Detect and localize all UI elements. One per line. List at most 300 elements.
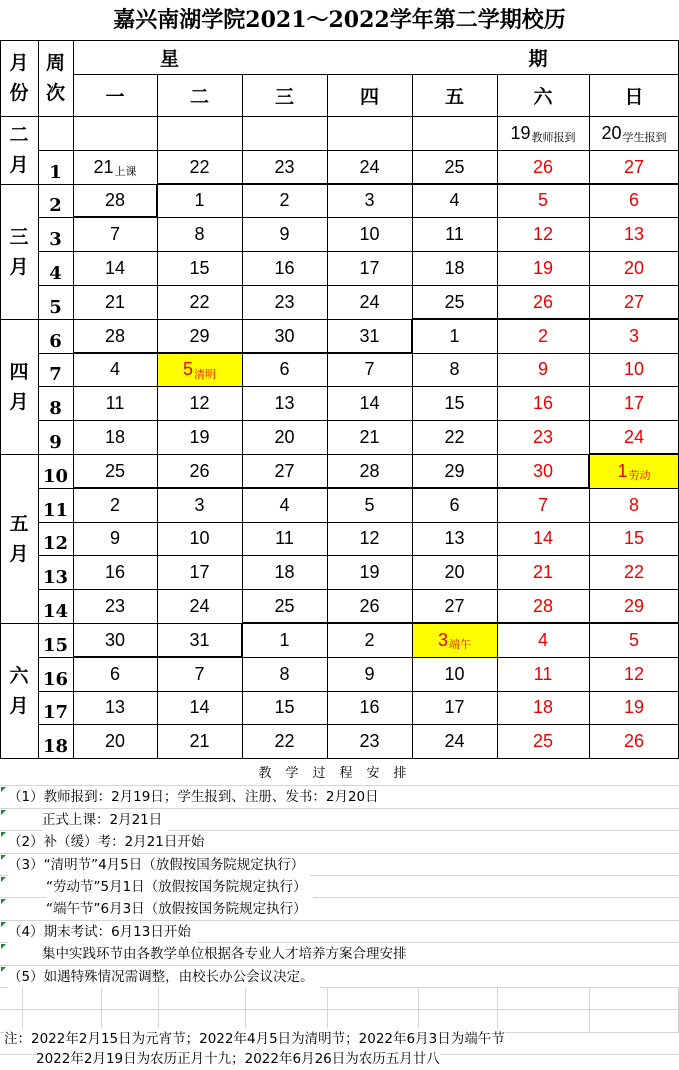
day-number: 16: [104, 561, 126, 582]
day-cell: [242, 657, 327, 691]
month-label-char: 三: [9, 225, 29, 248]
day-number: 13: [274, 392, 295, 413]
week-number: 5: [49, 297, 62, 318]
day-cell: [327, 724, 412, 758]
cell-comment-marker: [1, 877, 6, 882]
row-divider: [38, 251, 73, 252]
week-number: 6: [49, 331, 62, 352]
month-boundary: [73, 352, 412, 354]
day-number: 10: [444, 663, 465, 684]
day-cell: [157, 386, 242, 420]
day-cell: [327, 657, 412, 691]
day-cell: [73, 657, 157, 691]
day-number: 20: [104, 730, 126, 751]
arrangement-item: （1）教师报到：2月19日；学生报到、注册、发书：2月20日: [8, 786, 385, 808]
day-number: 17: [359, 257, 380, 278]
month-divider: [0, 319, 38, 320]
month-label-char: 四: [9, 360, 29, 383]
day-number: 7: [537, 494, 548, 515]
day-number: 22: [623, 561, 645, 582]
month-boundary: [411, 319, 413, 353]
week-number: 1: [49, 162, 62, 183]
row-divider: [73, 522, 679, 523]
column-divider: [73, 40, 74, 758]
day-cell: [327, 319, 412, 353]
row-divider: [73, 285, 679, 286]
month-divider: [0, 116, 38, 117]
day-cell: [327, 454, 412, 488]
arrangement-item: 集中实践环节由各教学单位根据各专业人才培养方案合理安排: [42, 943, 413, 965]
month-label: [0, 116, 38, 184]
day-cell: [497, 454, 589, 488]
week-number: 3: [49, 229, 62, 250]
day-note: 端午: [449, 639, 471, 651]
day-cell: [242, 623, 327, 657]
day-cell: [497, 251, 589, 285]
row-divider: [73, 691, 679, 692]
week-number: 12: [42, 533, 69, 554]
day-number: 18: [104, 426, 126, 447]
day-cell: [327, 217, 412, 251]
day-note: 劳动: [628, 470, 651, 482]
day-cell: [157, 555, 242, 589]
day-number: 20: [274, 426, 295, 447]
day-cell: [73, 522, 157, 555]
cell-comment-marker: [1, 855, 6, 860]
week-number: 13: [42, 567, 69, 588]
day-cell: [73, 623, 157, 657]
day-cell: [157, 454, 242, 488]
day-number: 2: [364, 629, 375, 650]
day-cell: [589, 420, 679, 454]
month-divider: [0, 454, 38, 455]
day-cell: [412, 724, 497, 758]
month-boundary: [156, 184, 158, 217]
day-cell: [589, 217, 679, 251]
day-cell: [157, 623, 242, 657]
calendar-title: 嘉兴南湖学院2021～2022学年第二学期校历: [113, 7, 566, 33]
day-cell: [242, 319, 327, 353]
month-label: [0, 623, 38, 758]
day-cell: [412, 353, 497, 386]
sheet-grid-line: [418, 987, 419, 1032]
day-cell: [73, 217, 157, 251]
day-cell: [412, 184, 497, 217]
day-number: 18: [274, 561, 295, 582]
week-column-header: [38, 40, 73, 116]
day-cell: [497, 217, 589, 251]
day-number: 17: [444, 697, 465, 717]
month-label-char: 五: [9, 512, 29, 535]
day-cell: [589, 251, 679, 285]
day-cell: [589, 285, 679, 319]
day-number: 9: [364, 663, 375, 684]
row-divider: [38, 217, 73, 218]
column-divider: [38, 40, 39, 758]
month-boundary: [73, 487, 589, 489]
month-label-char: 二: [9, 124, 29, 146]
day-number: 24: [623, 426, 645, 447]
column-divider: [412, 74, 413, 758]
cell-comment-marker: [1, 810, 6, 815]
arrangement-item: （4）期末考试：6月13日开始: [8, 921, 197, 943]
arrangement-item: “端午节”6月3日（放假按国务院规定执行）: [46, 898, 313, 920]
week-number: 4: [49, 263, 62, 284]
day-cell: [157, 116, 242, 150]
row-divider: [38, 657, 73, 658]
day-number: 7: [109, 223, 120, 244]
day-number: 16: [532, 392, 554, 413]
day-number: 6: [628, 190, 639, 210]
row-divider: [73, 251, 679, 252]
row-divider: [38, 353, 73, 354]
day-number: 26: [623, 730, 645, 751]
week-number: 14: [42, 601, 69, 622]
day-number: 27: [623, 291, 645, 312]
day-number: 12: [623, 663, 645, 684]
day-cell: [242, 454, 327, 488]
day-cell: [73, 116, 157, 150]
day-number: 30: [532, 460, 554, 481]
cell-comment-marker: [1, 899, 6, 904]
day-cell: [589, 555, 679, 589]
day-number: 22: [189, 156, 210, 177]
row-divider: [38, 488, 73, 489]
day-number: 21: [532, 561, 554, 582]
day-number: 21: [359, 426, 380, 447]
day-number: 17: [189, 561, 210, 582]
month-label-char: 月: [9, 255, 29, 278]
day-cell: [73, 589, 157, 623]
day-number: 10: [623, 359, 645, 379]
day-cell: [242, 488, 327, 522]
day-number: 4: [449, 190, 460, 210]
day-cell: [412, 589, 497, 623]
day-cell: [412, 657, 497, 691]
day-cell: [497, 522, 589, 555]
table-border-top: [0, 40, 679, 41]
month-boundary: [412, 318, 679, 320]
week-number: 8: [49, 398, 62, 419]
day-cell: [242, 251, 327, 285]
day-number: 23: [274, 291, 295, 312]
day-number: 5: [364, 494, 375, 515]
day-cell: [327, 116, 412, 150]
week-column-header-char: 周: [45, 52, 65, 74]
sheet-grid-line: [22, 987, 23, 1032]
row-divider: [38, 623, 73, 624]
week-number: 9: [49, 432, 62, 453]
month-boundary: [242, 622, 679, 624]
row-divider: [73, 150, 679, 151]
day-cell: [157, 150, 242, 184]
day-cell: [589, 488, 679, 522]
day-number: 19: [510, 122, 531, 143]
day-number: 29: [189, 325, 210, 346]
day-number: 3: [364, 190, 375, 210]
day-cell: [497, 319, 589, 353]
cell-comment-marker: [1, 967, 6, 972]
day-cell: [589, 623, 679, 657]
day-number: 27: [274, 460, 295, 481]
day-cell: [327, 623, 412, 657]
day-cell: [412, 217, 497, 251]
day-number: 25: [104, 460, 126, 481]
day-number: 25: [444, 291, 465, 312]
day-cell: [73, 251, 157, 285]
day-cell: [327, 285, 412, 319]
day-number: 25: [444, 156, 465, 177]
day-number: 21: [93, 156, 114, 177]
weekday-header: 五: [444, 85, 464, 108]
day-cell: [589, 184, 679, 217]
day-cell: [242, 420, 327, 454]
day-cell: [73, 319, 157, 353]
day-cell: [242, 285, 327, 319]
day-number: 17: [623, 392, 645, 413]
arrangement-item: （3）“清明节”4月5日（放假按国务院规定执行）: [8, 854, 310, 876]
day-cell: [242, 116, 327, 150]
day-number: 23: [104, 595, 126, 616]
day-number: 2: [537, 325, 548, 346]
day-number: 26: [189, 460, 210, 481]
day-cell: [157, 691, 242, 724]
day-cell: [589, 386, 679, 420]
day-number: 11: [533, 663, 553, 684]
day-number: 18: [444, 257, 465, 278]
header-qi: 期: [528, 47, 548, 70]
day-cell: [412, 454, 497, 488]
month-column-header-char: 月: [9, 52, 29, 74]
day-number: 10: [189, 528, 210, 548]
day-cell: [157, 217, 242, 251]
arrangement-item: （5）如遇特殊情况需调整，由校长办公会议决定。: [8, 966, 320, 988]
day-cell: [73, 488, 157, 522]
week-number: 17: [42, 702, 69, 723]
weekday-header: 二: [189, 85, 209, 108]
month-boundary: [73, 216, 157, 218]
day-number: 23: [532, 426, 554, 447]
day-number: 14: [532, 528, 554, 548]
day-cell: [327, 691, 412, 724]
day-number: 24: [189, 595, 210, 616]
day-number: 6: [279, 359, 290, 379]
arrangement-title: 教学过程安排: [0, 763, 679, 785]
day-cell: [327, 184, 412, 217]
day-number: 18: [532, 697, 554, 717]
day-cell: [327, 353, 412, 386]
day-cell: [497, 184, 589, 217]
sheet-grid-line: [245, 987, 246, 1032]
row-divider: [38, 522, 73, 523]
day-cell: [412, 251, 497, 285]
row-divider: [73, 555, 679, 556]
row-divider: [73, 386, 679, 387]
day-number: 13: [104, 697, 126, 717]
month-column-header: [0, 40, 38, 116]
cell-comment-marker: [1, 944, 6, 949]
row-divider: [73, 758, 679, 759]
month-boundary: [589, 453, 679, 455]
row-divider: [73, 420, 679, 421]
row-divider: [38, 420, 73, 421]
day-cell: [157, 724, 242, 758]
day-cell: [497, 555, 589, 589]
day-number: 2: [279, 190, 290, 210]
day-number: 12: [359, 528, 380, 548]
day-number: 25: [532, 730, 554, 751]
day-number: 22: [274, 730, 295, 751]
day-cell: [73, 150, 157, 184]
day-cell: [242, 386, 327, 420]
day-cell: [242, 555, 327, 589]
day-number: 28: [359, 460, 380, 481]
day-number: 7: [364, 359, 375, 379]
day-cell: [242, 353, 327, 386]
day-cell: [242, 184, 327, 217]
day-note: 教师报到: [531, 132, 576, 144]
month-label-char: 月: [9, 154, 29, 176]
day-cell: [242, 522, 327, 555]
day-cell: [589, 353, 679, 386]
day-cell: [497, 623, 589, 657]
weekday-header: 六: [533, 85, 553, 108]
month-label: [0, 319, 38, 454]
cell-comment-marker: [1, 832, 6, 837]
day-cell: [412, 555, 497, 589]
month-label-char: 月: [9, 390, 29, 413]
day-cell: [589, 691, 679, 724]
day-cell: [73, 420, 157, 454]
day-number: 27: [444, 595, 465, 616]
arrangement-item: 正式上课：2月21日: [42, 809, 168, 831]
day-number: 5: [628, 629, 639, 650]
day-number: 10: [359, 223, 380, 244]
day-number: 1: [279, 629, 290, 650]
day-number: 9: [537, 359, 548, 379]
day-number: 5: [537, 190, 548, 210]
day-cell: [157, 589, 242, 623]
day-number: 15: [274, 697, 295, 717]
day-cell: [157, 285, 242, 319]
day-cell: [157, 184, 242, 217]
cell-comment-marker: [1, 787, 6, 792]
row-divider: [38, 386, 73, 387]
day-cell: [497, 353, 589, 386]
row-divider: [73, 217, 679, 218]
row-divider: [73, 589, 679, 590]
day-cell: [73, 724, 157, 758]
column-divider: [497, 74, 498, 758]
day-number: 13: [623, 223, 645, 244]
day-number: 3: [194, 494, 205, 515]
day-number: 28: [104, 325, 126, 346]
sheet-grid-line: [589, 987, 590, 1032]
day-number: 4: [537, 629, 548, 650]
header-xing: 星: [159, 47, 179, 70]
day-cell: [412, 150, 497, 184]
day-cell: [412, 116, 497, 150]
day-number: 4: [109, 359, 120, 379]
day-cell: [589, 589, 679, 623]
day-number: 1: [194, 190, 205, 210]
table-border-left: [0, 40, 1, 759]
day-number: 11: [105, 392, 125, 413]
row-divider: [73, 724, 679, 725]
day-number: 1: [617, 460, 628, 481]
day-cell: [327, 150, 412, 184]
day-cell: [497, 285, 589, 319]
day-number: 28: [532, 595, 554, 616]
day-cell: [497, 150, 589, 184]
day-cell: [412, 420, 497, 454]
day-number: 22: [444, 426, 465, 447]
column-divider: [589, 74, 590, 758]
day-cell: [157, 522, 242, 555]
row-divider: [38, 116, 73, 117]
day-cell: [497, 488, 589, 522]
sheet-grid-line: [101, 987, 102, 1032]
day-number: 14: [359, 392, 380, 413]
day-cell: [157, 420, 242, 454]
month-label-char: 月: [9, 694, 29, 717]
day-cell: [242, 217, 327, 251]
day-cell: [73, 184, 157, 217]
day-cell: [327, 251, 412, 285]
day-number: 26: [359, 595, 380, 616]
weekday-header: 一: [105, 85, 125, 108]
row-divider: [38, 758, 73, 759]
day-cell: [327, 488, 412, 522]
day-number: 12: [189, 392, 210, 413]
day-cell: [589, 657, 679, 691]
sheet-grid-line: [327, 987, 328, 1032]
day-number: 15: [444, 392, 465, 413]
day-cell: [589, 454, 679, 488]
day-number: 31: [189, 629, 210, 650]
day-cell: [412, 285, 497, 319]
month-label: [0, 184, 38, 319]
day-number: 29: [623, 595, 645, 616]
day-number: 21: [189, 730, 210, 751]
day-cell: [157, 488, 242, 522]
month-label-char: 六: [9, 664, 29, 687]
row-divider: [38, 285, 73, 286]
day-number: 1: [449, 325, 460, 346]
day-number: 27: [623, 156, 645, 177]
day-cell: [73, 691, 157, 724]
month-boundary: [157, 183, 679, 185]
week-number: 18: [42, 736, 69, 757]
day-cell: [589, 522, 679, 555]
day-number: 28: [104, 190, 126, 210]
day-cell: [157, 319, 242, 353]
day-note: 清明: [194, 368, 216, 381]
weekday-header: 四: [359, 85, 379, 108]
day-cell: [73, 454, 157, 488]
day-number: 19: [532, 257, 554, 278]
day-number: 5: [182, 359, 193, 379]
row-divider: [38, 691, 73, 692]
weekday-header: 日: [624, 85, 644, 108]
day-number: 11: [445, 223, 464, 244]
day-cell: [497, 657, 589, 691]
day-cell: [73, 386, 157, 420]
day-cell: [327, 386, 412, 420]
day-number: 3: [628, 325, 639, 346]
teaching-arrangement-section: [0, 763, 679, 1067]
day-number: 7: [194, 663, 205, 684]
